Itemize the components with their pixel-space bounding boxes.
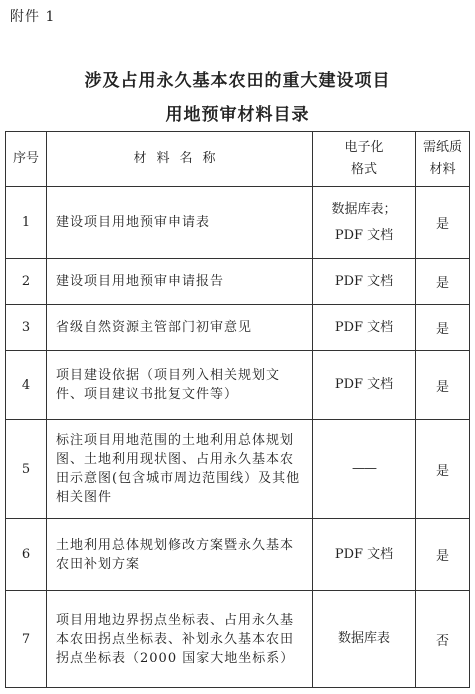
row-format-line-1: 数据库表；	[331, 201, 397, 217]
attachment-label: 附件 1	[10, 9, 56, 25]
row-paper-required: 是	[416, 519, 470, 591]
row-format-line-2: PDF 文档	[334, 227, 394, 243]
row-electronic-format: PDF 文档	[313, 305, 416, 351]
document-title-line-2: 用地预审材料目录	[165, 105, 310, 125]
header-electronic-format	[313, 132, 416, 187]
table-row	[6, 519, 470, 591]
header-paper-required-line-1: 需纸质	[422, 140, 462, 155]
row-serial-number: 1	[6, 187, 47, 259]
row-serial-number: 2	[6, 259, 47, 305]
row-paper-required: 是	[416, 305, 470, 351]
header-electronic-format-line-2: 格式	[350, 162, 377, 177]
row-paper-required: 是	[416, 420, 470, 519]
row-electronic-format: PDF 文档	[313, 519, 416, 591]
row-serial-number: 4	[6, 351, 47, 420]
header-serial-number: 序号	[6, 132, 47, 187]
row-electronic-format: 数据库表	[313, 591, 416, 688]
row-serial-number: 5	[6, 420, 47, 519]
table-row	[6, 259, 470, 305]
row-serial-number: 3	[6, 305, 47, 351]
row-material-name: 标注项目用地范围的土地利用总体规划图、土地利用现状图、占用永久基本农田示意图(包含城市周边范围线）及其他相关图件	[47, 420, 313, 519]
row-electronic-format: ——	[313, 420, 416, 519]
row-paper-required: 否	[416, 591, 470, 688]
row-electronic-format	[313, 187, 416, 259]
row-paper-required: 是	[416, 259, 470, 305]
row-serial-number: 7	[6, 591, 47, 688]
header-electronic-format-line-1: 电子化	[344, 140, 384, 155]
row-material-name: 建设项目用地预审申请报告	[47, 259, 313, 305]
row-material-name: 项目用地边界拐点坐标表、占用永久基本农田拐点坐标表、补划永久基本农田拐点坐标表（2000 国家大地坐标系）	[47, 591, 313, 688]
header-paper-required-line-2: 材料	[429, 162, 456, 177]
document-title-line-1: 涉及占用永久基本农田的重大建设项目	[84, 71, 391, 91]
row-material-name: 省级自然资源主管部门初审意见	[47, 305, 313, 351]
header-paper-required	[416, 132, 470, 187]
row-serial-number: 6	[6, 519, 47, 591]
row-material-name: 项目建设依据（项目列入相关规划文件、项目建议书批复文件等）	[47, 351, 313, 420]
row-material-name: 建设项目用地预审申请表	[47, 187, 313, 259]
table-row	[6, 591, 470, 688]
table-row	[6, 187, 470, 259]
row-paper-required: 是	[416, 351, 470, 420]
materials-catalog-table	[5, 131, 470, 688]
table-row	[6, 305, 470, 351]
row-electronic-format: PDF 文档	[313, 351, 416, 420]
row-paper-required: 是	[416, 187, 470, 259]
table-row	[6, 351, 470, 420]
table-header-row	[6, 132, 470, 187]
table-row	[6, 420, 470, 519]
row-electronic-format: PDF 文档	[313, 259, 416, 305]
header-material-name: 材料名称	[47, 132, 313, 187]
row-material-name: 土地利用总体规划修改方案暨永久基本农田补划方案	[47, 519, 313, 591]
